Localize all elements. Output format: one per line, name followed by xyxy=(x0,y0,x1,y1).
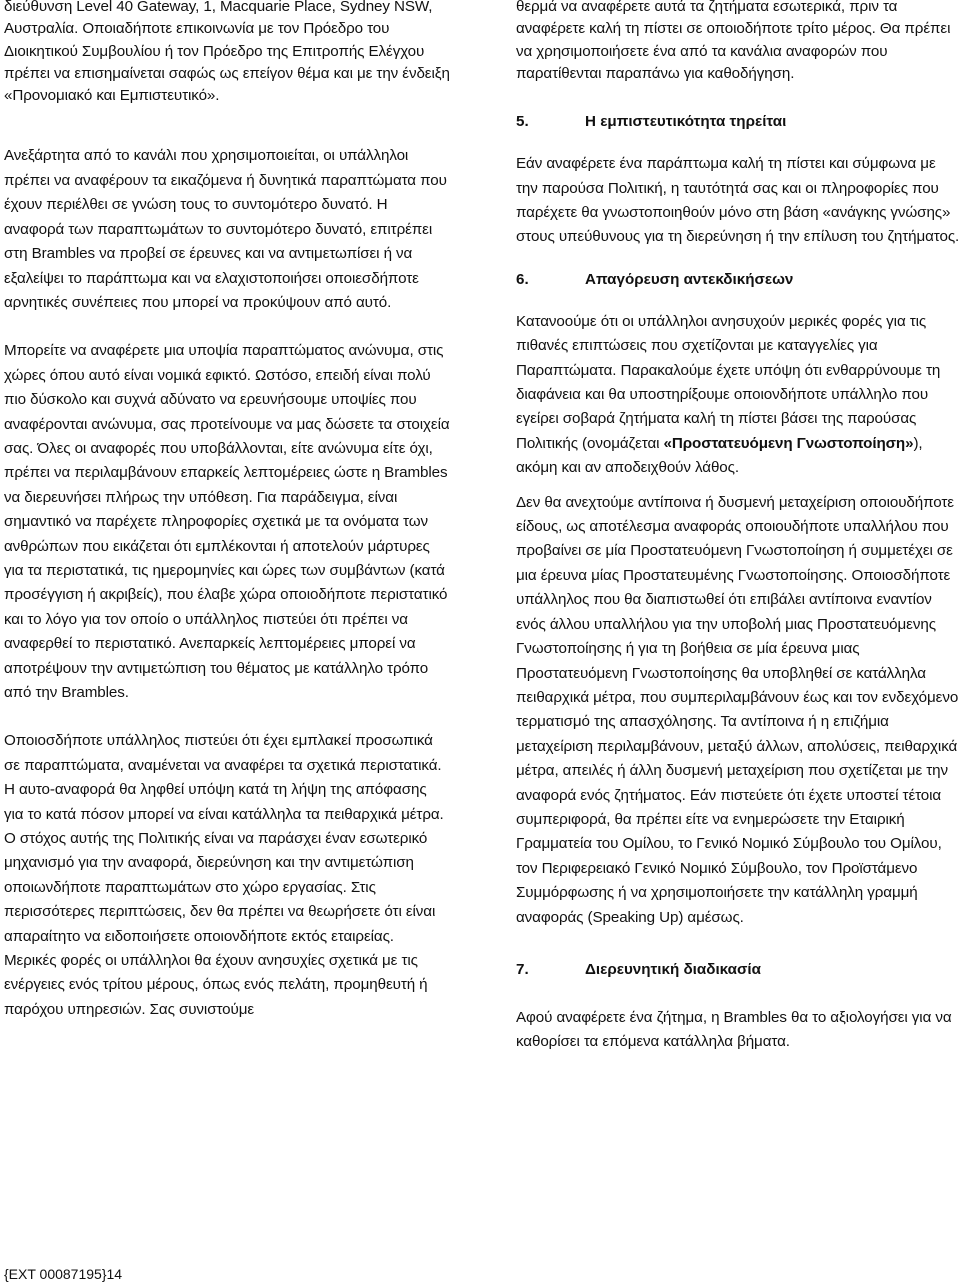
section-heading-6 xyxy=(516,268,960,292)
section-heading-7 xyxy=(516,958,960,982)
section-title: Η εμπιστευτικότητα τηρείται xyxy=(585,113,787,131)
left-column xyxy=(4,0,450,1022)
paragraph-confidentiality: Εάν αναφέρετε ένα παράπτωμα καλή τη πίστει και σύμφωνα με την παρούσα Πολιτική, η ταυτότητά σας και οι πληροφορίες που παρέχετε θα γνωστοποιηθούν μόνο στη βάση «ανάγκης γνώσης» στους υπεύθυνους για τη διερεύνηση ή την επίλυση του ζητήματος. xyxy=(516,155,960,246)
right-column xyxy=(516,0,960,1055)
text-run: ), ακόμη και αν αποδειχθούν λάθος. xyxy=(516,434,923,477)
paragraph-no-retaliation: Δεν θα ανεχτούμε αντίποινα ή δυσμενή μεταχείριση οποιουδήποτε είδους, ως αποτέλεσμα αναφοράς οποιουδήποτε υπαλλήλου που προβαίνει σε μία Προστατευόμενη Γνωστοποίηση ή συμμετέχει σε μια έρευνα μίας Προστατευμένης Γνωστοποίησης. Οποιοσδήποτε υπάλληλος που θα διαπιστωθεί ότι επιβάλει αντίποινα εναντίον ενός άλλου υπαλλήλου για την υποβολή μιας Προστατευόμενης Γνωστοποίησης ή για τη βοήθεια σε μία έρευνα μιας Προστατευόμενη Γνωστοποίησης θα υποβληθεί σε κατάλληλα πειθαρχικά μέτρα, που συμπεριλαμβάνουν έως και τον ενδεχόμενο τερματισμό της απασχόλησης. Τα αντίποινα ή η επιζήμια μεταχείριση περιλαμβάνουν, μεταξύ άλλων, απολύσεις, πειθαρχικά μέτρα, απειλές ή άλλη δυσμενή μεταχείριση που σχετίζεται με την αναφορά ενός ζητήματος. Εάν πιστεύετε ότι έχετε υποστεί τέτοια συμπεριφορά, θα πρέπει είτε να ενημερώσετε την Εταιρική Γραμματεία του Ομίλου, το Γενικό Νομικό Σύμβουλο του Ομίλου, τον Περιφερειακό Γενικό Νομικό Σύμβουλο, τον Προϊστάμενο Συμμόρφωσης ή να χρησιμοποιήσετε την κατάλληλη γραμμή αναφοράς (Speaking Up) αμέσως. xyxy=(516,493,959,926)
section-title: Διερευνητική διαδικασία xyxy=(585,960,761,978)
section-number: 6. xyxy=(516,270,529,288)
section-number: 7. xyxy=(516,960,529,978)
document-reference-footer: {EXT 00087195}14 xyxy=(4,1266,123,1282)
paragraph-policy-aim: Ο στόχος αυτής της Πολιτικής είναι να παράσχει έναν εσωτερικό μηχανισμό για την αναφορά, διερεύνηση και την αντιμετώπιση οποιωνδήποτε παραπτωμάτων στο χώρο εργασίας. Στις περισσότερες περιπτώσεις, δεν θα πρέπει να θεωρήσετε ότι είναι απαραίτητο να ειδοποιήσετε οποιονδήποτε εκτός εταιρείας. Μερικές φορές οι υπάλληλοι θα έχουν ανησυχίες σχετικά με τις ενέργειες ενός τρίτου μέρους, όπως ενός πελάτη, προμηθευτή ή παρόχου υπηρεσιών. Σας συνιστούμε xyxy=(4,830,436,1018)
paragraph-retaliation-intro xyxy=(516,310,960,481)
text-run: Κατανοούμε ότι οι υπάλληλοι ανησυχούν μερικές φορές για τις πιθανές επιπτώσεις που σχετίζονται με καταγγελίες για Παραπτώματα. Παρακαλούμε έχετε υπόψη ότι ενθαρρύνουμε τη διαφάνεια και θα υποστηρίξουμε οποιονδήποτε υπάλληλο που εγείρει σοβαρά ζητήματα καλή τη πίστει βάσει της παρούσας Πολιτικής (ονομάζεται xyxy=(516,312,941,452)
paragraph-reporting-timing: Ανεξάρτητα από το κανάλι που χρησιμοποιείται, οι υπάλληλοι πρέπει να αναφέρουν τα εικαζόμενα ή δυνητικά παραπτώματα που έχουν περιέλθει σε γνώση τους το συντομότερο δυνατό. Η αναφορά των παραπτωμάτων το συντομότερο δυνατό, επιτρέπει στη Brambles να προβεί σε έρευνες και να αντιμετωπίσει ή να εξαλείψει το παράπτωμα και να ελαχιστοποιήσει οποιεσδήποτε αρνητικές συνέπειες που μπορεί να προκύψουν από αυτό. xyxy=(4,147,447,311)
paragraph-third-party: θερμά να αναφέρετε αυτά τα ζητήματα εσωτερικά, πριν τα αναφέρετε καλή τη πίστει σε οποιοδήποτε τρίτο μέρος. Θα πρέπει να χρησιμοποιήσετε ένα από τα κανάλια αναφορών που παρατίθενται παραπάνω για καθοδήγηση. xyxy=(516,0,951,82)
section-number: 5. xyxy=(516,113,529,131)
protected-disclosure-term: «Προστατευόμενη Γνωστοποίηση» xyxy=(663,434,914,452)
paragraph-self-reporting: Οποιοσδήποτε υπάλληλος πιστεύει ότι έχει εμπλακεί προσωπικά σε παραπτώματα, αναμένεται να αναφέρει τα σχετικά περιστατικά. Η αυτο-αναφορά θα ληφθεί υπόψη κατά τη λήψη της απόφασης για το κατά πόσον μπορεί να είναι κατάλληλα τα πειθαρχικά μέτρα. xyxy=(4,732,444,823)
paragraph-investigation: Αφού αναφέρετε ένα ζήτημα, η Brambles θα το αξιολογήσει για να καθορίσει τα επόμενα κατάλληλα βήματα. xyxy=(516,1008,952,1051)
section-heading-5 xyxy=(516,110,960,134)
section-title: Απαγόρευση αντεκδικήσεων xyxy=(585,270,794,288)
paragraph-address: διεύθυνση Level 40 Gateway, 1, Macquarie Place, Sydney NSW, Αυστραλία. Οποιαδήποτε επικοινωνία με τον Πρόεδρο του Διοικητικού Συμβουλίου ή τον Πρόεδρο της Επιτροπής Ελέγχου πρέπει να επισημαίνεται σαφώς ως επείγον θέμα και με την ένδειξη «Προνομιακό και Εμπιστευτικό». xyxy=(4,0,450,105)
paragraph-anonymous-reporting: Μπορείτε να αναφέρετε μια υποψία παραπτώματος ανώνυμα, στις χώρες όπου αυτό είναι νομικά εφικτό. Ωστόσο, επειδή είναι πολύ πιο δύσκολο και συχνά αδύνατο να ερευνήσουμε υποψίες που αναφέρονται ανώνυμα, σας προτείνουμε να μας δώσετε τα στοιχεία σας. Όλες οι αναφορές που υποβάλλονται, είτε ανώνυμα είτε όχι, πρέπει να περιλαμβάνουν επαρκείς λεπτομέρειες ώστε η Brambles να διερευνήσει πλήρως την υπόθεση. Για παράδειγμα, είναι σημαντικό να παρέχετε πληροφορίες σχετικά με τα ονόματα των ανθρώπων που εικάζεται ότι εμπλέκονται ή αποτελούν μάρτυρες για τα περιστατικά, τις ημερομηνίες και ώρες των συμβάντων (κατά προσέγγιση ή ακριβείς), που έλαβε χώρα οποιοδήποτε περιστατικό και το λόγο για τον οποίο ο υπάλληλος πιστεύει ότι πρέπει να αναφερθεί το περιστατικό. Ανεπαρκείς λεπτομέρειες μπορεί να αποτρέψουν την αντιμετώπιση του θέματος με κατάλληλο τρόπο από την Brambles. xyxy=(4,342,450,702)
